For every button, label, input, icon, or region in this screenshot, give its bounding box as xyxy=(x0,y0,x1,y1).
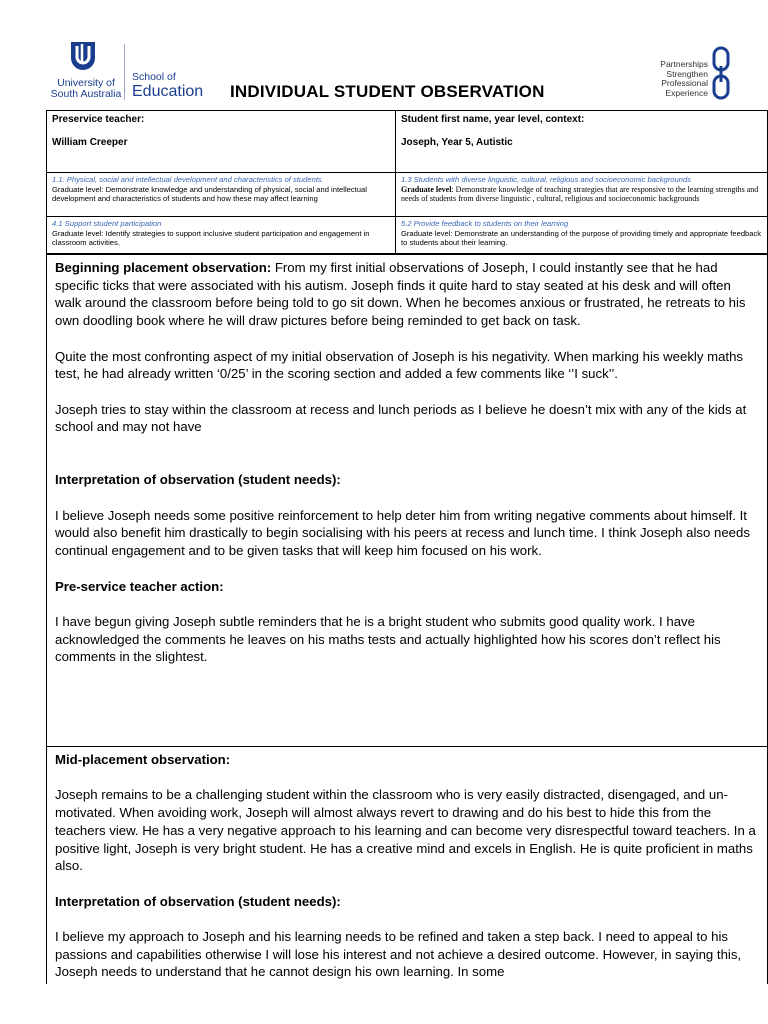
page-title: INDIVIDUAL STUDENT OBSERVATION xyxy=(230,82,545,101)
university-crest-icon xyxy=(68,40,98,76)
action-heading: Pre-service teacher action: xyxy=(55,578,224,594)
student-cell xyxy=(396,111,767,173)
beginning-paragraph-1: Beginning placement observation: From my first initial observations of Joseph, I could instantly see that he had specific ticks that were associated with his autism. Joseph finds it quite hard to stay seated at his desk and will often walk around the classroom before being told to go sit down. When he becomes anxious or frustrated, he retreats to his own doodling book where he will draw pictures before being reminded to get back on task. xyxy=(55,260,746,329)
preservice-cell xyxy=(47,111,396,173)
mid-heading: Mid-placement observation: xyxy=(55,752,231,767)
standard-5-2-cell xyxy=(396,217,767,253)
mid-interpretation-text: I believe my approach to Joseph and his learning needs to be refined and taken a step back. I need to appeal to his passions and capabilities otherwise I will lose his interest and not achieve a desired outcome. However, in saying this, Joseph needs to understand that he cannot design his own learning. In some xyxy=(55,928,742,980)
logo-divider xyxy=(124,44,125,100)
beginning-interpretation-text: I believe Joseph needs some positive reinforcement to help deter him from writing negative comments about himself. It would also benefit him drastically to begin socialising with his peers at recess and lunch time. I think Joseph also needs continual engagement and to be given tasks that will keep him focused on his work. xyxy=(55,507,750,559)
beginning-paragraph-3: Joseph tries to stay within the classroom at recess and lunch periods as I believe he doesn’t mix with any of the kids at school and may not have xyxy=(55,401,747,435)
school-name: School of Education xyxy=(132,71,204,100)
pspe-logo xyxy=(634,46,738,102)
standard-1-3-cell xyxy=(396,173,767,217)
mid-paragraph-1: Joseph remains to be a challenging student within the classroom who is very easily distracted, disengaged, and un-motivated. When avoiding work, Joseph will almost always revert to drawing and do his best to hide this from the teachers view. He has a very negative approach to his learning and can become very disrespectful toward teachers. In a positive light, Joseph is very bright student. He has a creative mind and excels in English. He is quite proficient in maths also. xyxy=(55,787,756,874)
standard-4-1-title: 4.1 Support student participation xyxy=(52,219,162,228)
beginning-heading: Beginning placement observation: xyxy=(55,260,272,275)
standard-1-1-cell xyxy=(47,173,396,217)
preservice-label: Preservice teacher: xyxy=(52,114,145,125)
preservice-value: William Creeper xyxy=(52,137,128,148)
beginning-observation-section xyxy=(46,254,768,747)
beginning-paragraph-2: Quite the most confronting aspect of my initial observation of Joseph is his negativity. When marking his weekly maths test, he had already written ‘0/25’ in the scoring section and added a few comments like ‘’I suck’’. xyxy=(55,348,744,382)
standard-5-2-body: Graduate level: Demonstrate an understanding of the purpose of providing timely and appropriate feedback to students about their learning. xyxy=(401,228,762,247)
student-value: Joseph, Year 5, Autistic xyxy=(401,137,513,148)
standard-5-2-title: 5.2 Provide feedback to students on their learning xyxy=(401,219,569,228)
standard-1-1-title: 1.1: Physical, social and intellectual development and characteristics of students xyxy=(52,175,322,184)
standard-4-1-cell xyxy=(47,217,396,253)
pspe-mark-icon xyxy=(710,46,734,102)
mid-interpretation-heading: Interpretation of observation (student needs): xyxy=(55,893,341,909)
standard-4-1-body: Graduate level: Identify strategies to support inclusive student participation and engagement in classroom activities. xyxy=(52,228,370,247)
standard-1-3-body: Graduate level: Demonstrate knowledge of teaching strategies that are responsive to the learning strengths and needs of students from diverse linguistic , cultural, religious and socioeconomic backgrounds xyxy=(401,184,759,203)
university-logo xyxy=(46,40,126,102)
action-text: I have begun giving Joseph subtle reminders that he is a bright student who submits good quality work. I have acknowledged the comments he leaves on his maths tests and actually highlighted how his scores don’t reflect his comments in the slightest. xyxy=(55,613,721,665)
standard-1-1-body: Graduate level: Demonstrate knowledge and understanding of physical, social and intellectual development and characteristics of students and how these may affect learning xyxy=(52,184,367,203)
info-table xyxy=(46,110,768,254)
student-label: Student first name, year level, context: xyxy=(401,114,585,125)
university-name: University of South Australia xyxy=(50,77,122,100)
standard-1-3-title: 1.3 Students with diverse linguistic, cultural, religious and socioeconomic backgrounds xyxy=(401,175,691,184)
pspe-text: Partnerships Strengthen Professional Experience xyxy=(660,59,708,98)
beginning-interpretation-heading: Interpretation of observation (student needs): xyxy=(55,472,341,488)
mid-observation-section xyxy=(46,746,768,984)
